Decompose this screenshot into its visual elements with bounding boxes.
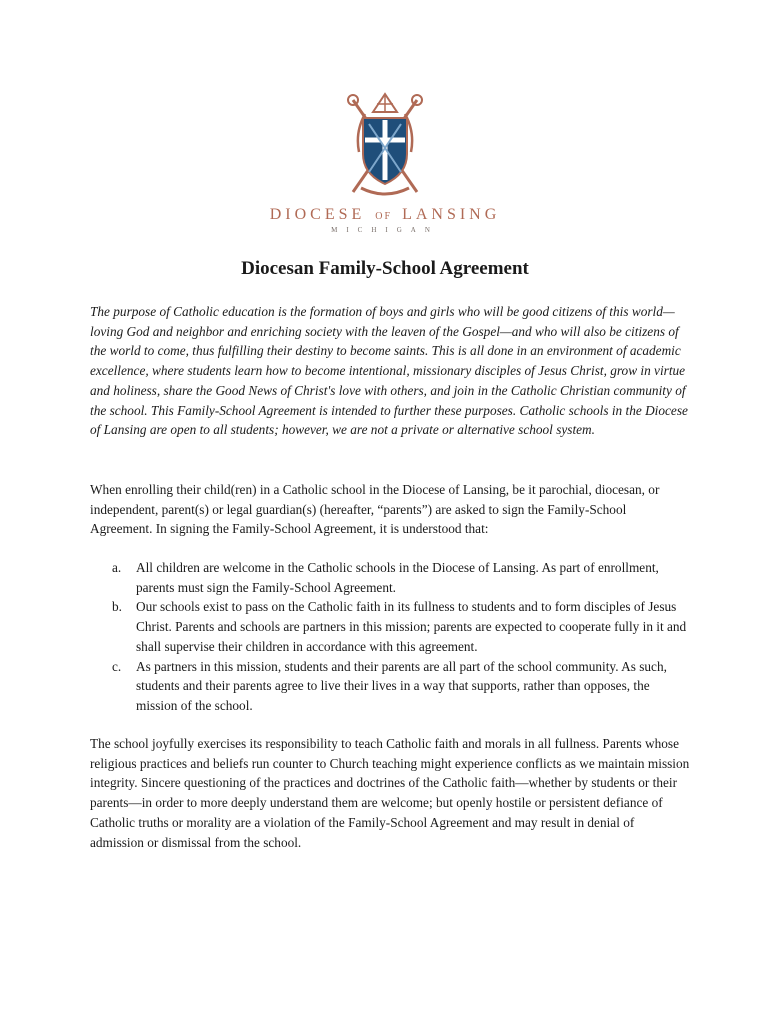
list-item — [90, 657, 690, 716]
list-item — [90, 597, 690, 656]
crest-icon — [335, 92, 435, 200]
list-item-text: Our schools exist to pass on the Catholic faith in its fullness to students and to form disciples of Jesus Christ. Parents and schools are partners in this mission; parents are expected to cooperate fully in it and shall supervise their children in accordance with this agreement. — [136, 599, 687, 654]
faith-morals-paragraph: The school joyfully exercises its responsibility to teach Catholic faith and morals in all fullness. Parents whose religious practices and beliefs run counter to Church teaching might experience conflicts as we maintain mission integrity. Sincere questioning of the practices and doctrines of the Catholic faith—whether by students or their parents—in order to more deeply understand them are welcome; but openly hostile or persistent defiance of Catholic truths or morality are a violation of the Family-School Agreement and may result in denial of admission or dismissal from the school. — [90, 736, 690, 850]
list-marker: c. — [112, 658, 122, 674]
list-item-text: As partners in this mission, students and their parents are all part of the school community. As such, students and their parents agree to live their lives in a way that supports, rather than opposes, the mission of the school. — [136, 658, 667, 713]
org-name-diocese: DIOCESE — [269, 206, 366, 223]
org-subtitle: MICHIGAN — [331, 226, 439, 234]
intro-paragraph: The purpose of Catholic education is the formation of boys and girls who will be good citizens of this world—loving God and neighbor and enriching society with the leaven of the Gospel—and who will also be citizens of the world to come, thus fulfilling their destiny to become saints. This is all done in an environment of academic excellence, where students learn how to become intentional, missionary disciples of Jesus Christ, grow in virtue and holiness, share the Good News of Christ's love with others, and join in the Catholic Christian community of the school. This Family-School Agreement is intended to further these purposes. Catholic schools in the Diocese of Lansing are open to all students; however, we are not a private or alternative school system. — [90, 304, 688, 438]
org-name-lansing: LANSING — [402, 206, 501, 223]
org-name — [0, 206, 770, 224]
document-title: Diocesan Family-School Agreement — [241, 258, 529, 279]
list-item — [90, 558, 690, 597]
list-item-text: All children are welcome in the Catholic schools in the Diocese of Lansing. As part of enrollment, parents must sign the Family-School Agreement. — [136, 560, 659, 595]
list-marker: b. — [112, 599, 122, 615]
diocese-logo — [0, 92, 770, 234]
list-marker: a. — [112, 560, 122, 575]
enrollment-paragraph: When enrolling their child(ren) in a Catholic school in the Diocese of Lansing, be it parochial, diocesan, or independent, parent(s) or legal guardian(s) (hereafter, “parents”) are asked to sign the Family-School Agreement. In signing the Family-School Agreement, it is understood that: — [90, 482, 660, 537]
agreement-list — [90, 558, 690, 716]
org-name-of: OF — [375, 211, 393, 222]
